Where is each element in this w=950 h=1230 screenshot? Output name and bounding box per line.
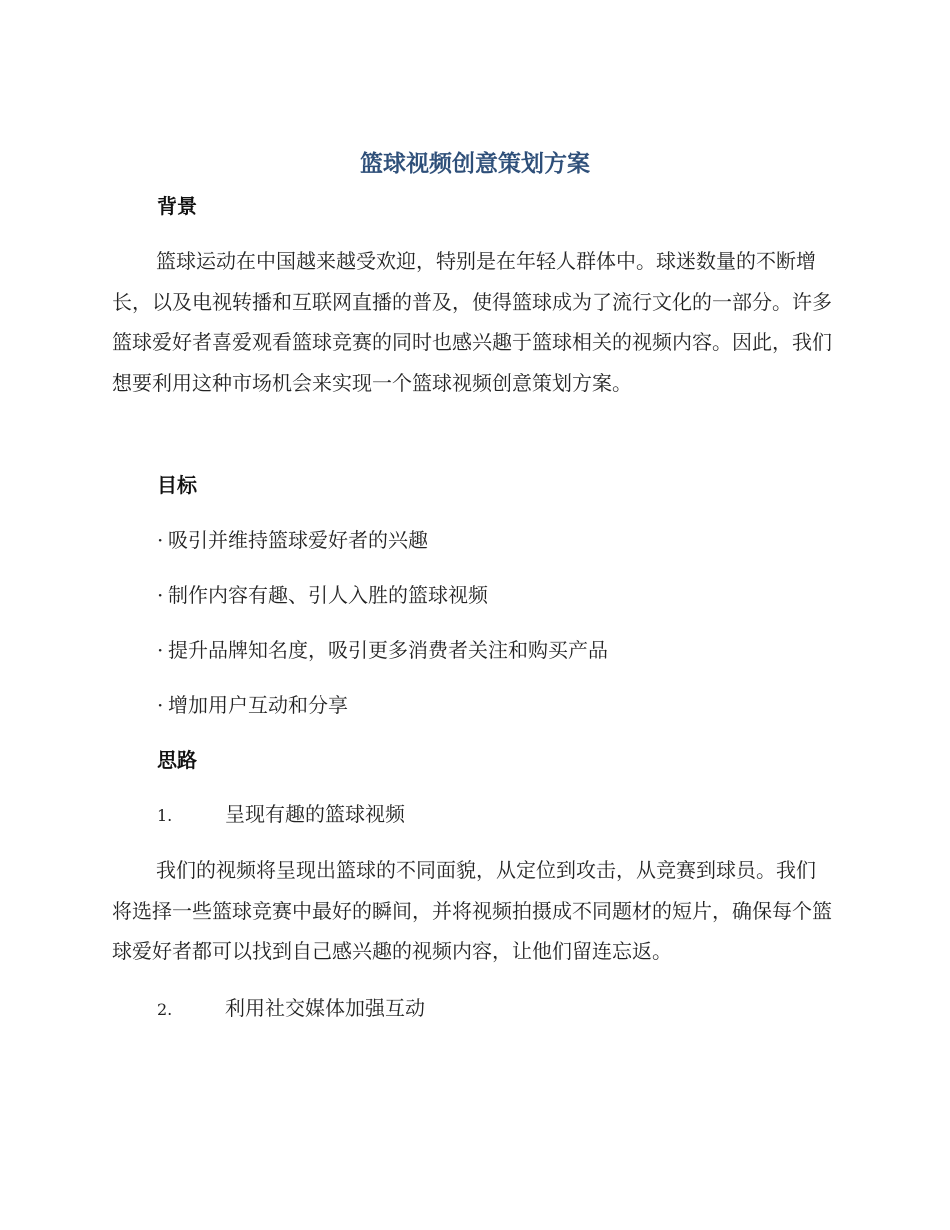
goal-list-item xyxy=(157,690,348,720)
bullet-marker: · xyxy=(157,693,164,717)
goal-list-item xyxy=(157,580,488,610)
section-heading-background: 背景 xyxy=(157,194,197,218)
idea-title: 利用社交媒体加强互动 xyxy=(225,996,425,1020)
goal-text: 吸引并维持篮球爱好者的兴趣 xyxy=(168,528,428,552)
goal-list-item xyxy=(157,635,608,665)
goal-text: 增加用户互动和分享 xyxy=(168,693,348,717)
background-paragraph: 篮球运动在中国越来越受欢迎，特别是在年轻人群体中。球迷数量的不断增长，以及电视转播和互联网直播的普及，使得篮球成为了流行文化的一部分。许多篮球爱好者喜爱观看篮球竞赛的同时也感兴趣于篮球相关的视频内容。因此，我们想要利用这种市场机会来实现一个篮球视频创意策划方案。 xyxy=(112,249,832,395)
idea-number: 1. xyxy=(157,806,173,825)
section-heading-goals: 目标 xyxy=(157,473,197,497)
idea-item-2 xyxy=(157,993,425,1025)
document-title: 篮球视频创意策划方案 xyxy=(360,151,590,177)
bullet-marker: · xyxy=(157,583,164,607)
idea-number: 2. xyxy=(157,1000,173,1019)
bullet-marker: · xyxy=(157,638,164,662)
goal-list-item xyxy=(157,525,428,555)
goal-text: 制作内容有趣、引人入胜的篮球视频 xyxy=(168,583,488,607)
idea-item-1 xyxy=(157,799,405,831)
idea-paragraph: 我们的视频将呈现出篮球的不同面貌，从定位到攻击，从竞赛到球员。我们将选择一些篮球竞赛中最好的瞬间，并将视频拍摄成不同题材的短片，确保每个篮球爱好者都可以找到自己感兴趣的视频内容，让他们留连忘返。 xyxy=(112,858,832,963)
idea-title: 呈现有趣的篮球视频 xyxy=(225,802,405,826)
section-heading-ideas: 思路 xyxy=(157,748,197,772)
bullet-marker: · xyxy=(157,528,164,552)
goal-text: 提升品牌知名度，吸引更多消费者关注和购买产品 xyxy=(168,638,608,662)
